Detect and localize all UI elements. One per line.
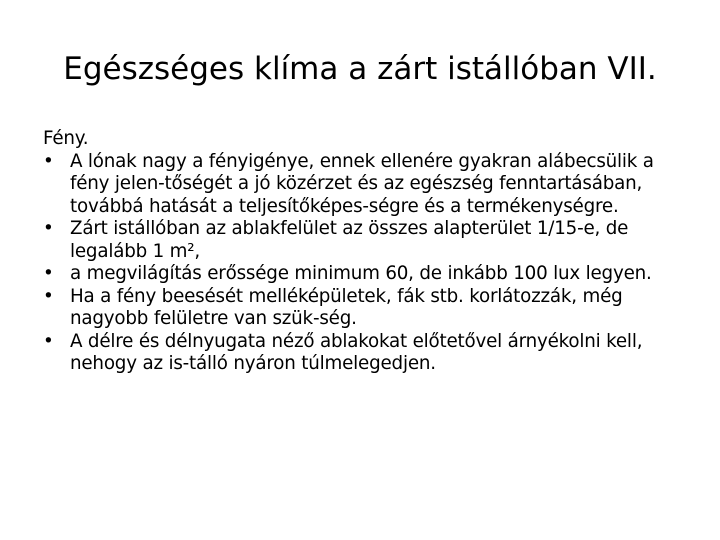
bullet-text: A lónak nagy a fényigénye, ennek ellenére gyakran alábecsülik a fény jelen-tőségét a jó közérzet és az egészség fenntartásában, továbbá hatását a teljesítőképes-ségre és a termékenységre. [70, 150, 654, 217]
bullet-marker: • [43, 263, 54, 284]
bullet-item [43, 331, 693, 376]
bullet-list [43, 151, 693, 376]
bullet-text: A délre és délnyugata néző ablakokat előtetővel árnyékolni kell, nehogy az is-tálló nyáron túlmelegedjen. [70, 330, 643, 374]
bullet-marker: • [43, 330, 54, 352]
bullet-marker: • [43, 150, 54, 172]
bullet-marker: • [43, 218, 54, 239]
bullet-text: a megvilágítás erőssége minimum 60, de inkább 100 lux legyen. [70, 263, 652, 284]
bullet-item [43, 218, 693, 263]
bullet-text: Zárt istállóban az ablakfelület az összes alapterület 1/15-e, de legalább 1 m², [70, 218, 629, 262]
bullet-item [43, 151, 693, 219]
bullet-text: Ha a fény beesését melléképületek, fák stb. korlátozzák, még nagyobb felületre van szük-ség. [70, 285, 623, 329]
bullet-item [43, 263, 693, 286]
slide-title: Egészséges klíma a zárt istállóban VII. [63, 51, 657, 87]
slide-content [43, 128, 693, 376]
bullet-item [43, 286, 693, 331]
bullet-marker: • [43, 285, 54, 307]
section-heading: Fény. [43, 128, 89, 149]
